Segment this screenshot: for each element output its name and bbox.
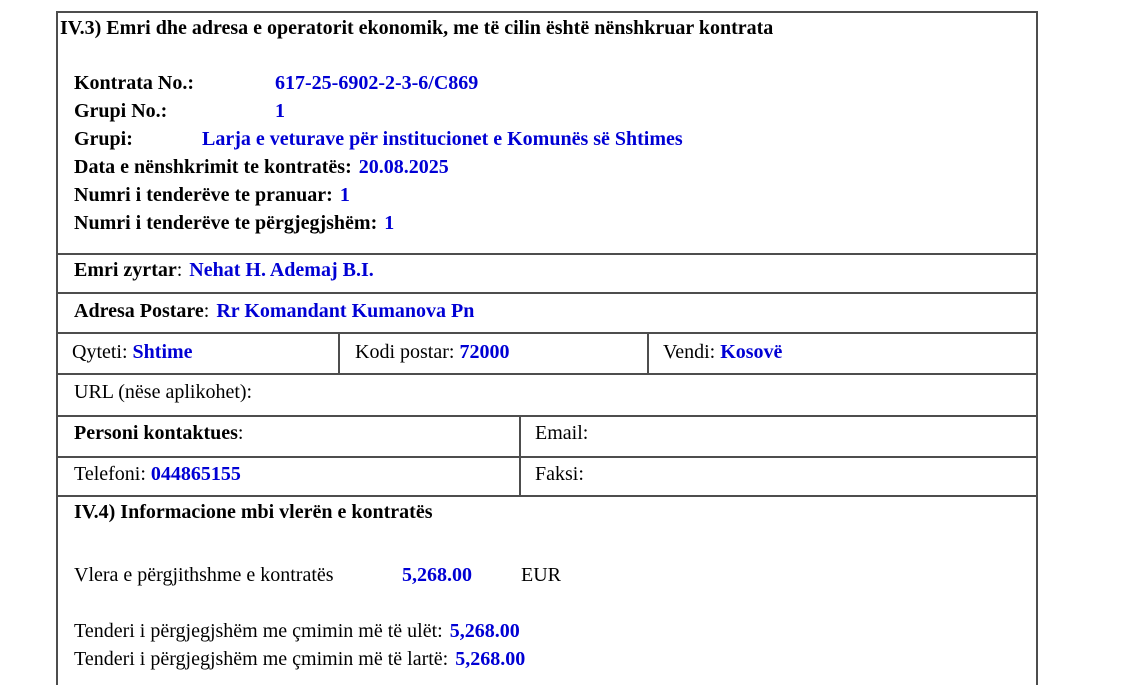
lowest-price-value: 5,268.00 (449, 620, 520, 642)
phone-value: 044865155 (150, 463, 241, 485)
country-value: Kosovë (720, 341, 783, 363)
postal-address-label: Adresa Postare (74, 300, 204, 322)
postcode-value: 72000 (459, 341, 510, 363)
colon-separator: : (176, 259, 183, 281)
email-label: Email: (535, 422, 589, 444)
official-name-value: Nehat H. Ademaj B.I. (189, 259, 374, 281)
city-label: Qyteti: (72, 341, 128, 363)
section-iv4-title: IV.4) Informacione mbi vlerën e kontratës (74, 501, 433, 523)
city-postcode-country-row (58, 334, 1036, 375)
postal-address-row (58, 294, 1036, 334)
section-iv4 (58, 497, 1036, 685)
lowest-price-row (74, 617, 1028, 645)
country-label: Vendi: (663, 341, 716, 363)
tenders-received-value: 1 (339, 184, 350, 206)
group-number-row (74, 97, 1036, 125)
total-value-row (74, 561, 1028, 589)
highest-price-row (74, 645, 1028, 673)
official-name-label: Emri zyrtar (74, 259, 177, 281)
lowest-price-label: Tenderi i përgjegjshëm me çmimin më të ulët: (74, 620, 443, 642)
tenders-received-row (74, 181, 1036, 209)
total-value-label: Vlera e përgjithshme e kontratës (74, 564, 334, 586)
colon-separator: : (203, 300, 210, 322)
contact-person-label: Personi kontaktues (74, 422, 238, 444)
total-value-amount: 5,268.00 (402, 564, 472, 586)
email-cell (521, 417, 1036, 456)
city-cell (58, 334, 340, 373)
signing-date-value: 20.08.2025 (358, 156, 449, 178)
contract-notice-table (56, 11, 1038, 685)
contract-number-value: 617-25-6902-2-3-6/C869 (275, 72, 479, 94)
postcode-label: Kodi postar: (355, 341, 455, 363)
tenders-received-label: Numri i tenderëve te pranuar: (74, 184, 333, 206)
highest-price-label: Tenderi i përgjegjshëm me çmimin më të lartë: (74, 648, 449, 670)
contract-number-label: Kontrata No.: (74, 72, 194, 94)
tenders-responsive-value: 1 (384, 212, 395, 234)
group-number-label: Grupi No.: (74, 100, 168, 122)
tenders-responsive-label: Numri i tenderëve te përgjegjshëm: (74, 212, 378, 234)
group-number-value: 1 (275, 100, 285, 122)
contract-summary-fields (58, 69, 1036, 237)
tender-price-lines (74, 617, 1028, 673)
phone-label: Telefoni: (74, 463, 146, 485)
tenders-responsive-row (74, 209, 1036, 237)
highest-price-value: 5,268.00 (455, 648, 526, 670)
url-row (58, 375, 1036, 417)
group-name-row (74, 125, 1036, 153)
fax-label: Faksi: (535, 463, 584, 485)
colon-separator: : (237, 422, 244, 444)
contact-email-row (58, 417, 1036, 458)
official-name-row (58, 255, 1036, 294)
fax-cell (521, 458, 1036, 495)
section-iv3-title: IV.3) Emri dhe adresa e operatorit ekonomik, me të cilin është nënshkruar kontrata (60, 17, 774, 39)
group-name-value: Larja e veturave për institucionet e Komunës së Shtimes (202, 128, 683, 150)
group-name-label: Grupi: (74, 128, 133, 150)
phone-fax-row (58, 458, 1036, 497)
city-value: Shtime (132, 341, 193, 363)
section-iv3 (58, 13, 1036, 255)
phone-cell (58, 458, 521, 495)
postal-address-value: Rr Komandant Kumanova Pn (216, 300, 475, 322)
contact-person-cell (58, 417, 521, 456)
postcode-cell (340, 334, 649, 373)
signing-date-row (74, 153, 1036, 181)
url-label: URL (nëse aplikohet): (74, 381, 253, 403)
contract-number-row (74, 69, 1036, 97)
signing-date-label: Data e nënshkrimit te kontratës: (74, 156, 352, 178)
country-cell (649, 334, 1036, 373)
currency-label: EUR (521, 564, 561, 586)
